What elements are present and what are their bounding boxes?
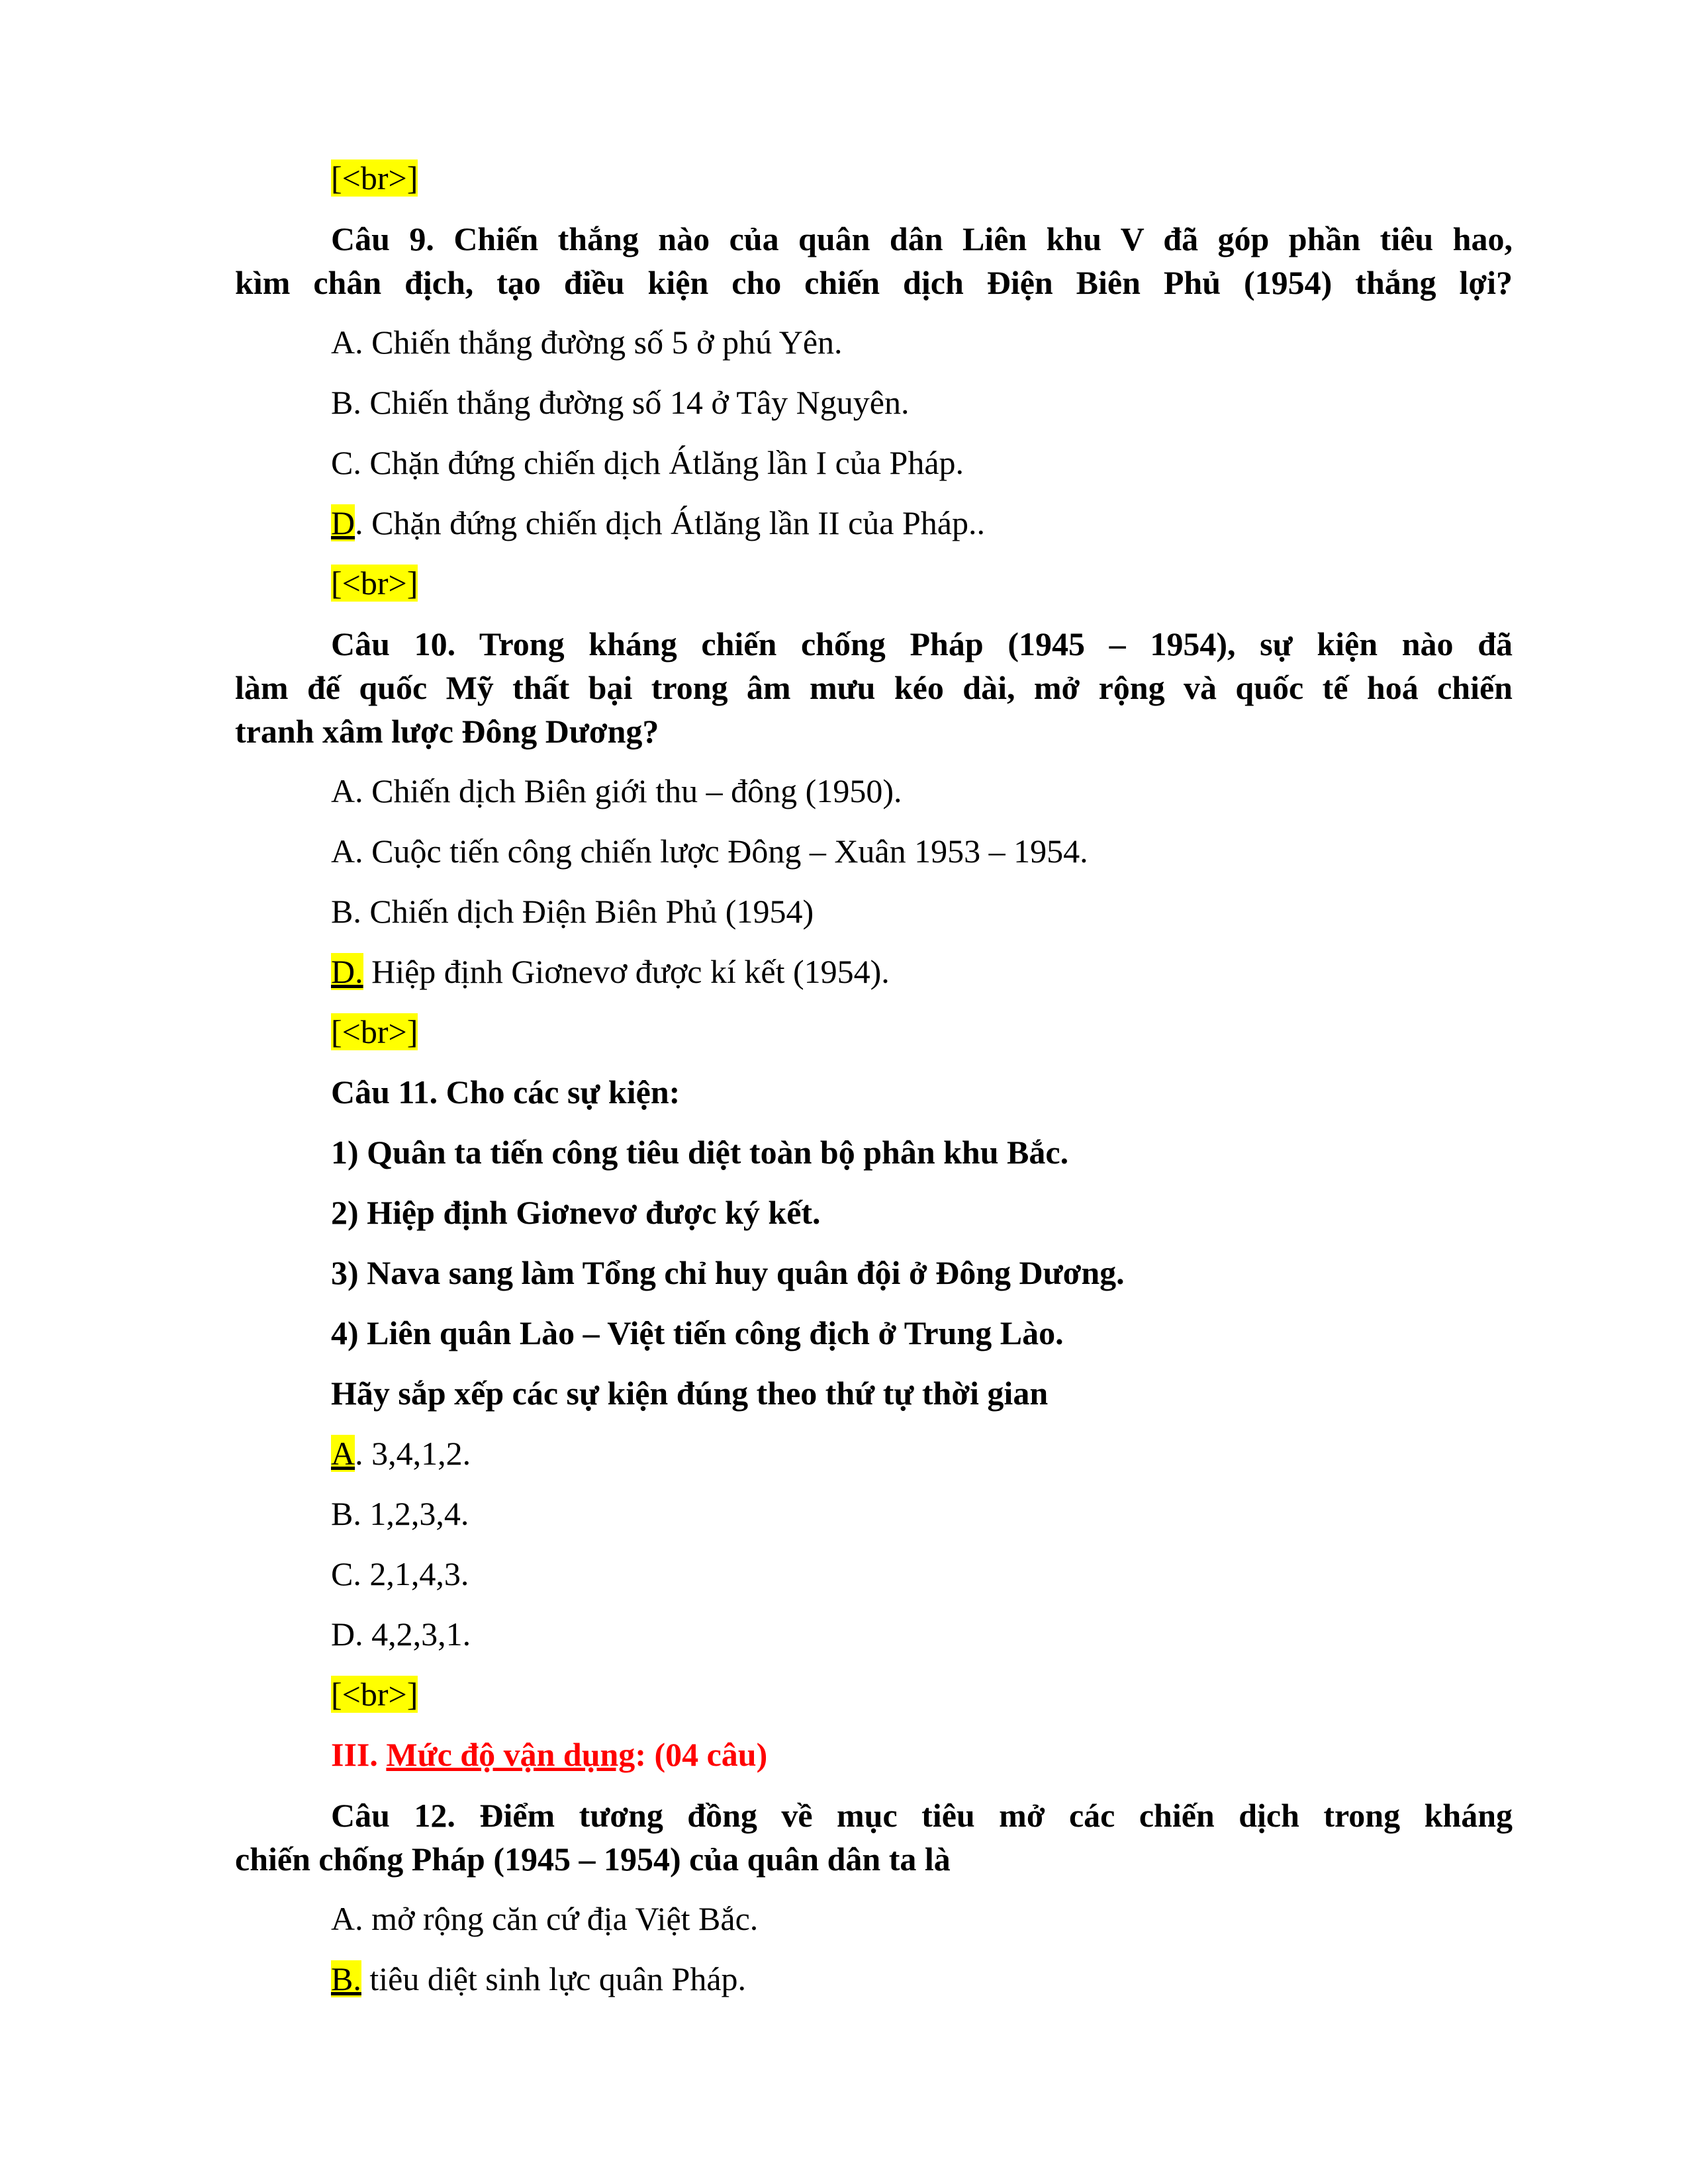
question-12-option-a: A. mở rộng căn cứ địa Việt Bắc.: [331, 1900, 759, 1937]
separator-text: [<br>]: [331, 1013, 418, 1050]
question-11-title: Câu 11. Cho các sự kiện:: [331, 1073, 680, 1111]
separator: [331, 156, 418, 200]
question-9-line-1: [235, 217, 1513, 261]
answer-letter-highlight: A: [331, 1435, 355, 1472]
question-11-option-a: [331, 1432, 471, 1475]
option-text: Hiệp định Giơnevơ được kí kết (1954).: [363, 953, 890, 990]
section-suffix: : (04 câu): [635, 1736, 768, 1773]
question-10-option-d: [331, 950, 890, 993]
section-numeral: III.: [331, 1736, 378, 1773]
question-10-option-a1: A. Chiến dịch Biên giới thu – đông (1950).: [331, 772, 902, 809]
separator-text: [<br>]: [331, 159, 418, 197]
question-11-event-4: 4) Liên quân Lào – Việt tiến công địch ở Trung Lào.: [331, 1314, 1064, 1351]
question-12-line-1: [235, 1794, 1513, 1837]
question-11-event-2: 2) Hiệp định Giơnevơ được ký kết.: [331, 1194, 821, 1231]
separator-text: [<br>]: [331, 565, 418, 602]
option-text: . 3,4,1,2.: [355, 1435, 471, 1472]
question-11-event-3: 3) Nava sang làm Tổng chỉ huy quân đội ở Đông Dương.: [331, 1254, 1125, 1291]
question-9-option-c: C. Chặn đứng chiến dịch Átlăng lần I của Pháp.: [331, 444, 964, 481]
question-11-option-c: C. 2,1,4,3.: [331, 1555, 469, 1592]
question-10-line-2: làm đế quốc Mỹ thất bại trong âm mưu kéo dài, mở rộng và quốc tế hoá chiến: [235, 669, 1513, 706]
question-9-line-2: kìm chân địch, tạo điều kiện cho chiến dịch Điện Biên Phủ (1954) thắng lợi?: [235, 264, 1513, 301]
separator: [331, 561, 418, 605]
question-10-text-1: Câu 10. Trong kháng chiến chống Pháp (1945 – 1954), sự kiện nào đã: [331, 625, 1513, 662]
section-heading: [331, 1733, 767, 1776]
question-11-option-b: B. 1,2,3,4.: [331, 1495, 469, 1532]
answer-letter-highlight: B.: [331, 1960, 361, 1997]
question-11-option-d: D. 4,2,3,1.: [331, 1615, 471, 1653]
question-10-option-b: B. Chiến dịch Điện Biên Phủ (1954): [331, 893, 814, 930]
question-12-text-1: Câu 12. Điểm tương đồng về mục tiêu mở các chiến dịch trong kháng: [331, 1797, 1513, 1834]
option-text: tiêu diệt sinh lực quân Pháp.: [361, 1960, 747, 1997]
answer-letter-highlight: D: [331, 504, 355, 541]
question-12-line-2: chiến chống Pháp (1945 – 1954) của quân dân ta là: [235, 1841, 951, 1878]
question-9-option-a: A. Chiến thắng đường số 5 ở phú Yên.: [331, 324, 843, 361]
option-text: . Chặn đứng chiến dịch Átlăng lần II của Pháp..: [355, 504, 985, 541]
section-title: Mức độ vận dụng: [386, 1736, 635, 1773]
separator: [331, 1010, 418, 1054]
question-11-prompt: Hãy sắp xếp các sự kiện đúng theo thứ tự thời gian: [331, 1375, 1049, 1412]
question-10-option-a2: A. Cuộc tiến công chiến lược Đông – Xuân 1953 – 1954.: [331, 833, 1088, 870]
question-10-line-1: [235, 622, 1513, 666]
question-10-line-3: tranh xâm lược Đông Dương?: [235, 713, 659, 750]
answer-letter-highlight: D.: [331, 953, 363, 990]
question-11-event-1: 1) Quân ta tiến công tiêu diệt toàn bộ phân khu Bắc.: [331, 1134, 1069, 1171]
question-9-option-d: [331, 501, 985, 545]
question-9-option-b: B. Chiến thắng đường số 14 ở Tây Nguyên.: [331, 384, 910, 421]
separator-text: [<br>]: [331, 1676, 418, 1713]
separator: [331, 1672, 418, 1716]
question-12-option-b: [331, 1957, 746, 2001]
question-9-text-1: Câu 9. Chiến thắng nào của quân dân Liên khu V đã góp phần tiêu hao,: [331, 220, 1513, 257]
